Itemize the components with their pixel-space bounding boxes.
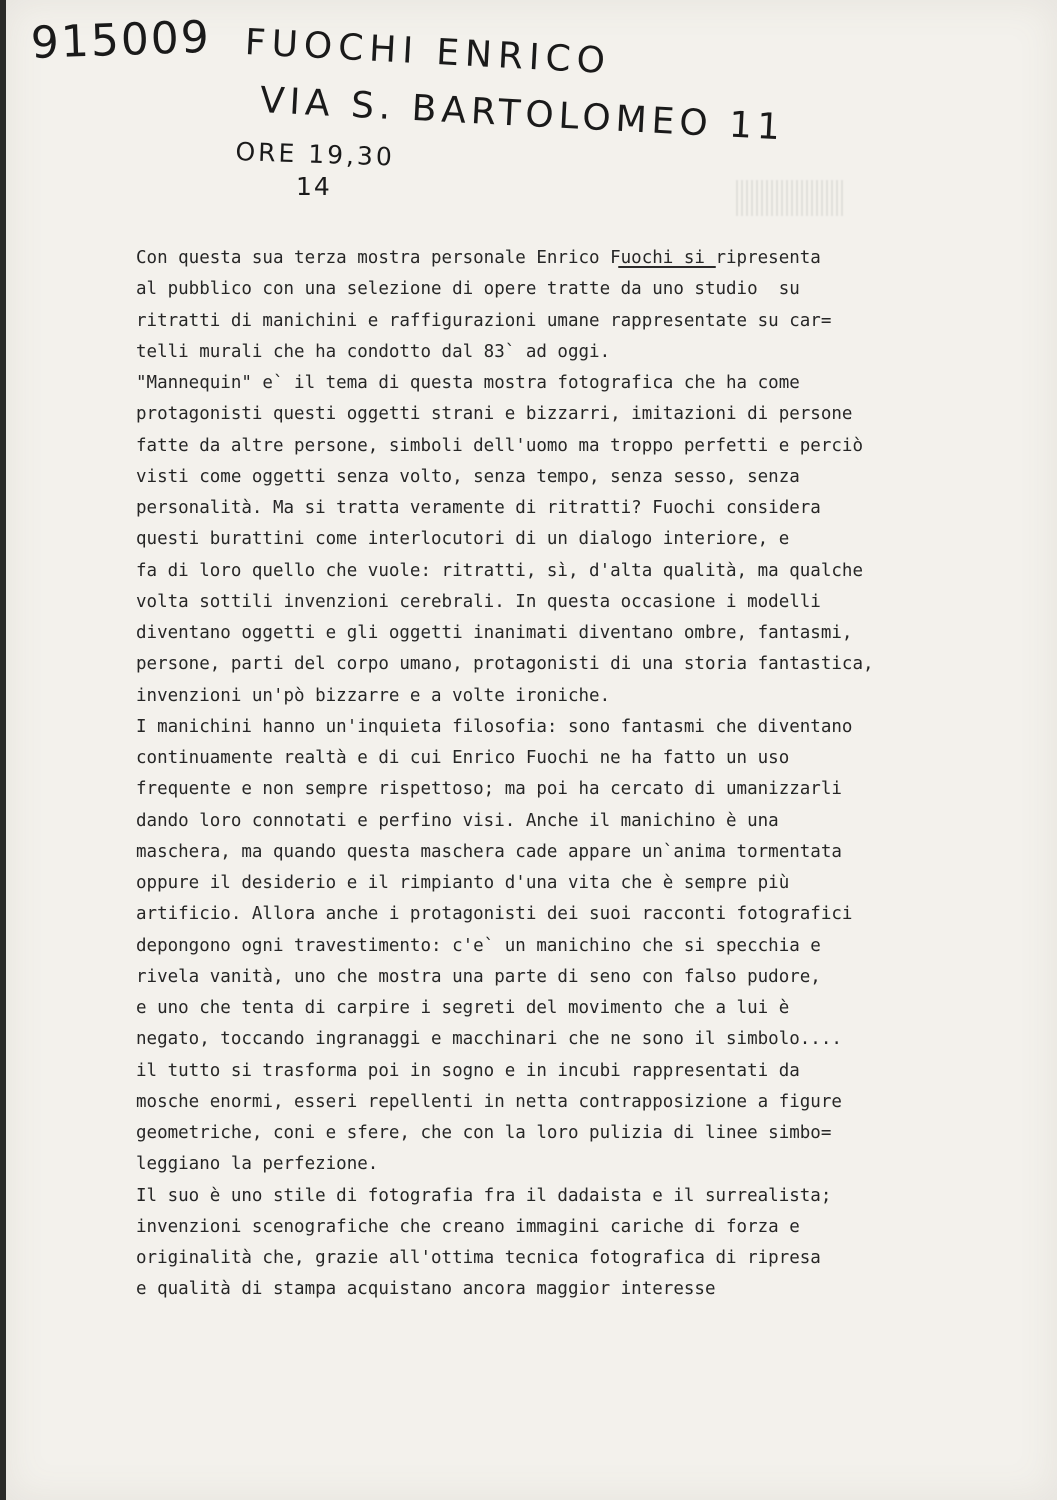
text-line: continuamente realtà e di cui Enrico Fuochi ne ha fatto un uso	[136, 748, 790, 768]
text-line: negato, toccando ingranaggi e macchinari che ne sono il simbolo....	[136, 1029, 842, 1050]
text-line: visti come oggetti senza volto, senza tempo, senza sesso, senza	[136, 466, 800, 487]
text-line: frequente e non sempre rispettoso; ma poi ha cercato di umanizzarli	[136, 779, 842, 800]
text-line: dando loro connotati e perfino visi. Anche il manichino è una	[136, 810, 779, 831]
text-line: volta sottili invenzioni cerebrali. In questa occasione i modelli	[136, 591, 821, 612]
ink-smudge	[736, 180, 846, 216]
text-line: mosche enormi, esseri repellenti in netta contrapposizione a figure	[136, 1091, 842, 1112]
archive-code: 915009	[30, 11, 212, 69]
text-line: maschera, ma quando questa maschera cade appare un`anima tormentata	[136, 841, 842, 862]
text-line: ritratti di manichini e raffigurazioni umane rappresentate su car=	[136, 310, 832, 331]
typed-body	[136, 243, 1036, 1306]
text-line: fa di loro quello che vuole: ritratti, sì, d'alta qualità, ma qualche	[136, 560, 863, 581]
text-line: Con questa sua terza mostra personale Enrico Fuochi si ripresenta	[136, 248, 821, 268]
text-line: telli murali che ha condotto dal 83` ad oggi.	[136, 341, 611, 362]
text-line: rivela vanità, uno che mostra una parte di seno con falso pudore,	[136, 966, 821, 987]
text-line: artificio. Allora anche i protagonisti dei suoi racconti fotografici	[136, 904, 853, 925]
text-line: depongono ogni travestimento: c'e` un manichino che si specchia e	[136, 935, 821, 956]
text-line: fatte da altre persone, simboli dell'uomo ma troppo perfetti e perciò	[136, 435, 863, 456]
text-line: leggiano la perfezione.	[136, 1154, 379, 1175]
artist-name: FUOCHI ENRICO	[243, 22, 612, 83]
number-note: 14	[296, 172, 332, 201]
text-line: Il suo è uno stile di fotografia fra il dadaista e il surrealista;	[136, 1185, 832, 1206]
text-line: invenzioni un'pò bizzarre e a volte ironiche.	[136, 685, 611, 706]
text-line: e uno che tenta di carpire i segreti del movimento che a lui è	[136, 998, 790, 1018]
text-line: diventano oggetti e gli oggetti inanimati diventano ombre, fantasmi,	[136, 623, 853, 643]
text-line: oppure il desiderio e il rimpianto d'una vita che è sempre più	[136, 873, 790, 893]
text-line: il tutto si trasforma poi in sogno e in incubi rappresentati da	[136, 1060, 800, 1081]
address: VIA S. BARTOLOMEO 11	[258, 80, 786, 149]
text-line: al pubblico con una selezione di opere tratte da uno studio su	[136, 279, 800, 300]
text-line: I manichini hanno un'inquieta filosofia: sono fantasmi che diventano	[136, 716, 853, 737]
text-line: originalità che, grazie all'ottima tecnica fotografica di ripresa	[136, 1248, 821, 1268]
text-line: questi burattini come interlocutori di un dialogo interiore, e	[136, 529, 790, 550]
text-line: protagonisti questi oggetti strani e bizzarri, imitazioni di persone	[136, 404, 853, 425]
text-line: personalità. Ma si tratta veramente di ritratti? Fuochi considera	[136, 498, 821, 518]
typed-page	[6, 0, 1057, 1500]
text-line: "Mannequin" e` il tema di questa mostra fotografica che ha come	[136, 373, 800, 393]
text-line: persone, parti del corpo umano, protagonisti di una storia fantastica,	[136, 654, 874, 675]
time-note: ORE 19,30	[234, 137, 396, 172]
text-line: invenzioni scenografiche che creano immagini cariche di forza e	[136, 1216, 800, 1237]
text-line: geometriche, coni e sfere, che con la loro pulizia di linee simbo=	[136, 1123, 832, 1143]
text-line: e qualità di stampa acquistano ancora maggior interesse	[136, 1279, 716, 1300]
